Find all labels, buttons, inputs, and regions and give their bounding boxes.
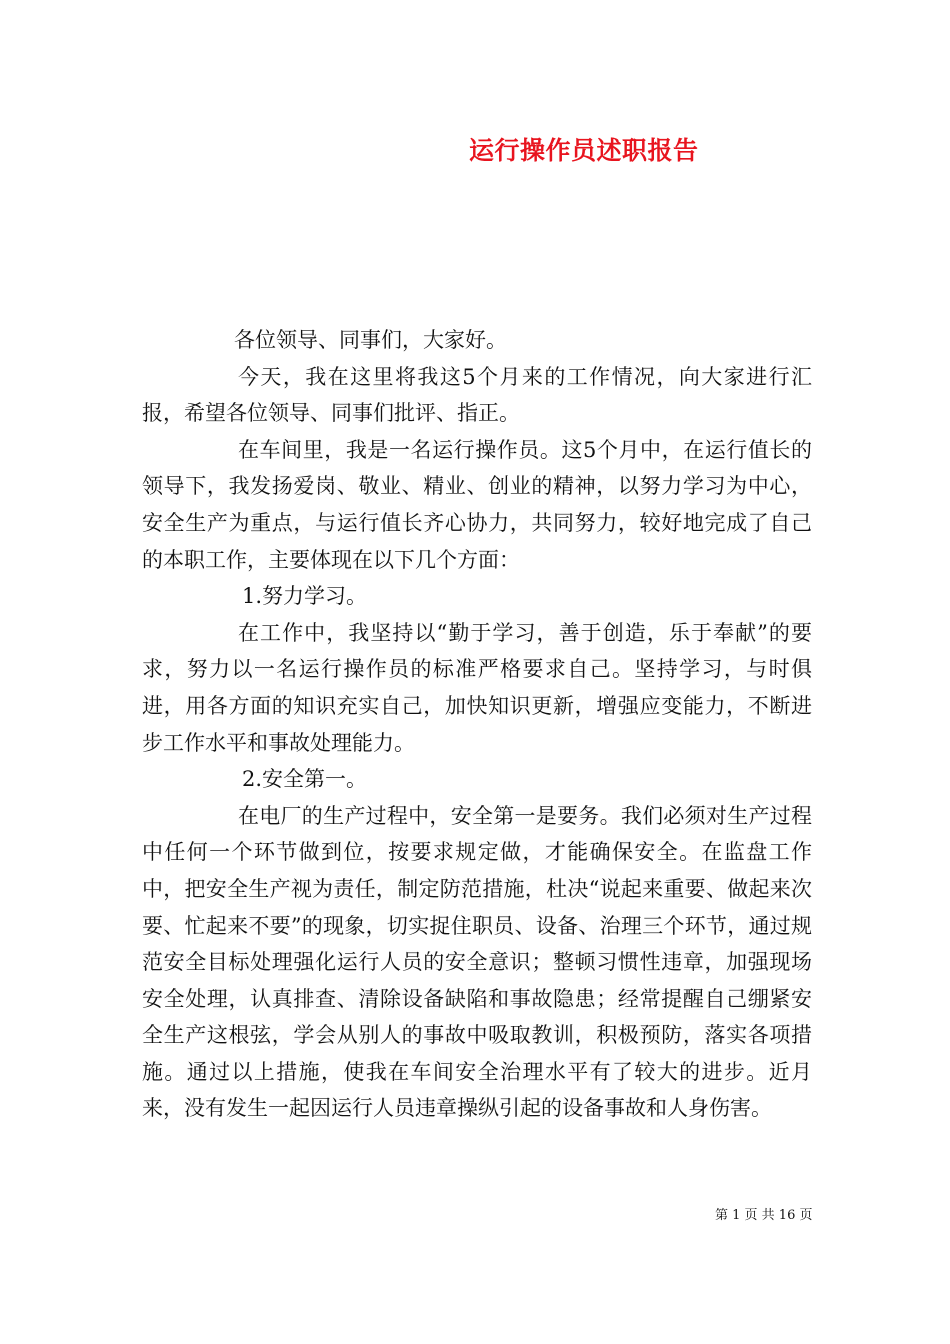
paragraph-greeting: 各位领导、同事们，大家好。 (234, 328, 507, 352)
paragraph-role: 在车间里，我是一名运行操作员。这5个月中，在运行值长的领导下，我发扬爱岗、敬业、精业、创业的精神，以努力学习为中心，安全生产为重点，与运行值长齐心协力，共同努力，较好地完成了自己的本职工作，主要体现在以下几个方面： (142, 437, 812, 572)
page-number: 第 1 页 共 16 页 (715, 1208, 813, 1223)
document-title: 运行操作员述职报告 (469, 136, 699, 165)
paragraph-intro: 今天，我在这里将我这5个月来的工作情况，向大家进行汇报，希望各位领导、同事们批评、指正。 (142, 364, 812, 426)
paragraph-study: 在工作中，我坚持以“勤于学习，善于创造，乐于奉献”的要求，努力以一名运行操作员的标准严格要求自己。坚持学习，与时俱进，用各方面的知识充实自己，加快知识更新，增强应变能力，不断进步工作水平和事故处理能力。 (142, 620, 812, 755)
section-heading-study: 1.努力学习。 (242, 584, 368, 609)
paragraph-safety: 在电厂的生产过程中，安全第一是要务。我们必须对生产过程中任何一个环节做到位，按要求规定做，才能确保安全。在监盘工作中，把安全生产视为责任，制定防范措施，杜决“说起来重要、做起来次要、忙起来不要”的现象，切实捉住职员、设备、治理三个环节，通过规范安全目标处理强化运行人员的安全意识；整顿习惯性违章，加强现场安全处理，认真排查、清除设备缺陷和事故隐患；经常提醒自己绷紧安全生产这根弦，学会从别人的事故中吸取教训，积极预防，落实各项措施。通过以上措施，使我在车间安全治理水平有了较大的进步。近月来，没有发生一起因运行人员违章操纵引起的设备事故和人身伤害。 (142, 803, 812, 1121)
document-body (142, 322, 812, 1127)
section-heading-safety: 2.安全第一。 (242, 767, 368, 792)
